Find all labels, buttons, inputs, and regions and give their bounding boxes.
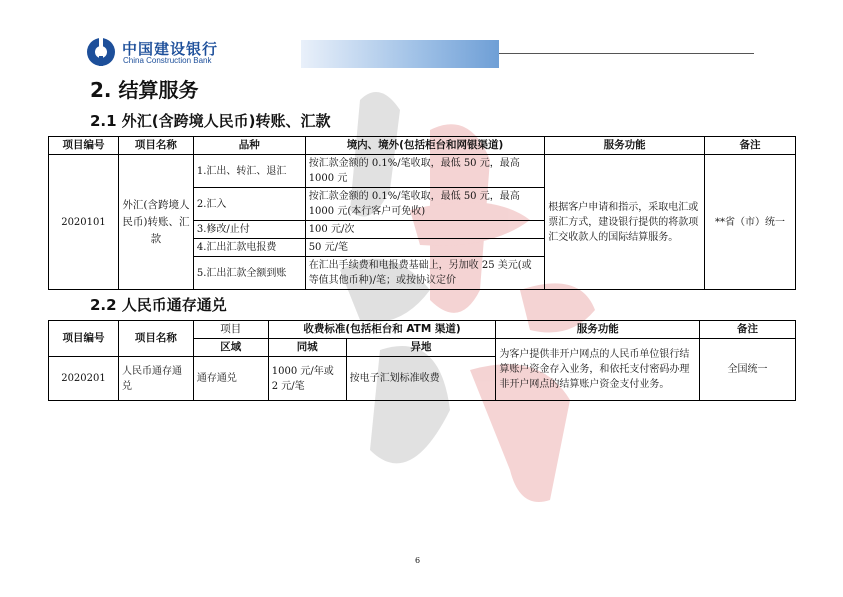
column-subheader: 区域 xyxy=(193,339,268,357)
column-subheader: 同城 xyxy=(268,339,346,357)
column-header: 备注 xyxy=(705,137,796,155)
column-subheader: 异地 xyxy=(346,339,496,357)
column-header: 项目名称 xyxy=(118,137,193,155)
table-header-row xyxy=(49,321,796,339)
section2-title: 2.2 人民币通存通兑 xyxy=(90,296,227,314)
column-header: 境内、境外(包括柜台和网银渠道) xyxy=(305,137,545,155)
column-header: 收费标准(包括柜台和 ATM 渠道) xyxy=(268,321,496,339)
table-row xyxy=(49,155,796,188)
rmb-deposit-withdrawal-table xyxy=(48,320,796,401)
item-cell: 通存通兑 xyxy=(193,357,268,401)
variety-cell: 4.汇出汇款电报费 xyxy=(193,239,305,257)
fee-cell: 100 元/次 xyxy=(305,221,545,239)
note-cell: **省（市）统一 xyxy=(705,155,796,290)
item-code: 2020101 xyxy=(49,155,119,290)
variety-cell: 3.修改/止付 xyxy=(193,221,305,239)
variety-cell: 5.汇出汇款全额到账 xyxy=(193,257,305,290)
section1-title: 2.1 外汇(含跨境人民币)转账、汇款 xyxy=(90,112,331,130)
same-city-fee: 1000 元/年或 2 元/笔 xyxy=(268,357,346,401)
variety-cell: 1.汇出、转汇、退汇 xyxy=(193,155,305,188)
item-name: 外汇(含跨境人民币)转账、汇款 xyxy=(118,155,193,290)
page-header xyxy=(86,34,754,70)
column-header: 项目编号 xyxy=(49,137,119,155)
fx-remittance-table xyxy=(48,136,796,290)
fee-cell: 50 元/笔 xyxy=(305,239,545,257)
section-title: 2. 结算服务 xyxy=(90,78,199,102)
column-header: 备注 xyxy=(700,321,796,339)
bank-name-cn: 中国建设银行 xyxy=(122,40,219,58)
bank-name-en: China Construction Bank xyxy=(123,56,212,65)
fee-cell: 按汇款金额的 0.1%/笔收取，最低 50 元，最高 1000 元 xyxy=(305,155,545,188)
page-number: 6 xyxy=(415,556,421,565)
note-cell: 全国统一 xyxy=(700,339,796,401)
service-function: 为客户提供非开户网点的人民币单位银行结算账户资金存入业务，和依托支付密码办理非开户网点的结算账户资金支付业务。 xyxy=(496,339,700,401)
fee-cell: 在汇出手续费和电报费基础上，另加收 25 美元(或等值其他币种)/笔；或按协议定价 xyxy=(305,257,545,290)
column-header: 项目 xyxy=(193,321,268,339)
header-rule xyxy=(499,53,754,54)
table-header-row xyxy=(49,137,796,155)
column-header: 服务功能 xyxy=(496,321,700,339)
other-city-fee: 按电子汇划标准收费 xyxy=(346,357,496,401)
variety-cell: 2.汇入 xyxy=(193,188,305,221)
column-header: 项目名称 xyxy=(118,321,193,357)
column-header: 品种 xyxy=(193,137,305,155)
column-header: 项目编号 xyxy=(49,321,119,357)
header-band xyxy=(301,40,499,68)
item-name: 人民币通存通兑 xyxy=(118,357,193,401)
fee-cell: 按汇款金额的 0.1%/笔收取，最低 50 元，最高 1000 元(本行客户可免收) xyxy=(305,188,545,221)
service-function: 根据客户申请和指示，采取电汇或票汇方式，建设银行提供的将款项汇交收款人的国际结算服务。 xyxy=(545,155,705,290)
column-header: 服务功能 xyxy=(545,137,705,155)
ccb-logo-icon xyxy=(86,37,116,67)
item-code: 2020201 xyxy=(49,357,119,401)
